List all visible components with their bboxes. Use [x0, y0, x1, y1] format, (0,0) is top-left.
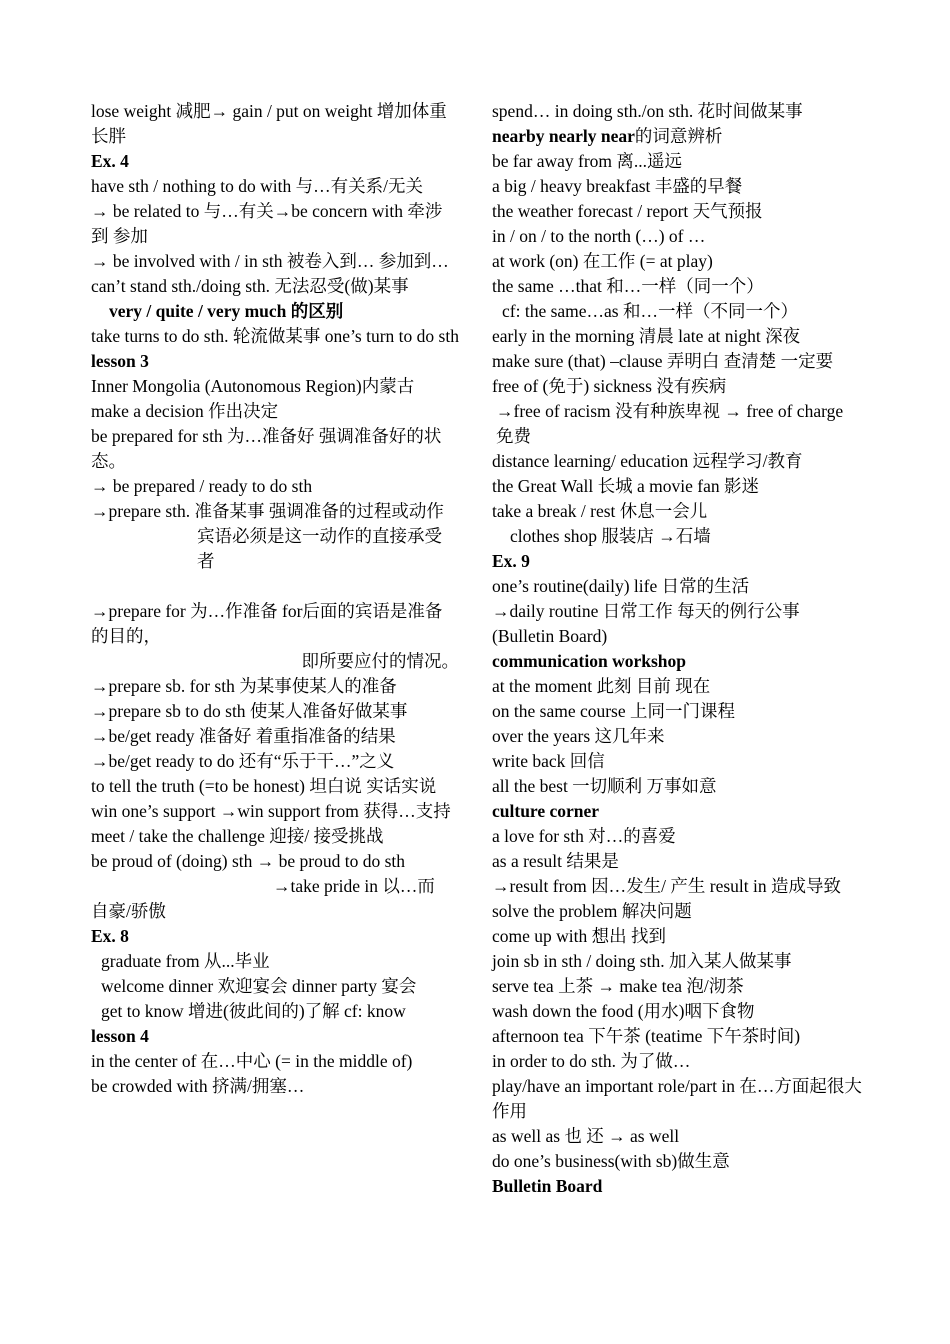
text-line: be prepared for sth 为…准备好 强调准备好的状态。: [91, 426, 442, 471]
text-line: as a result 结果是: [492, 851, 619, 871]
text-line: lose weight 减肥→ gain / put on weight 增加体重 长胖: [91, 101, 447, 146]
bold-term: nearby nearly near: [492, 126, 635, 146]
text-line: (Bulletin Board): [492, 626, 608, 646]
text-line-bold: very / quite / very much 的区别: [109, 301, 344, 321]
text-line: do one’s business(with sb)做生意: [492, 1151, 730, 1171]
text-line: the same …that 和…一样（同一个）: [492, 276, 764, 296]
text-line: as well as 也 还 → as well: [492, 1126, 680, 1146]
text-line: come up with 想出 找到: [492, 926, 667, 946]
text-line: write back 回信: [492, 751, 605, 771]
text-line: spend… in doing sth./on sth. 花时间做某事: [492, 101, 803, 121]
text-line: on the same course 上同一门课程: [492, 701, 736, 721]
text-line: 宾语必须是这一动作的直接承受者: [197, 526, 442, 571]
text-line: solve the problem 解决问题: [492, 901, 692, 921]
text-line: graduate from 从...毕业: [101, 951, 270, 971]
text-line: →daily routine 日常工作 每天的例行公事: [492, 601, 800, 621]
text-line: 即所要应付的情况。: [301, 651, 459, 671]
text-line: →take pride in 以…而: [273, 876, 435, 896]
section-heading: Ex. 8: [91, 926, 129, 946]
text-line: can’t stand sth./doing sth. 无法忍受(做)某事: [91, 276, 409, 296]
text-line: serve tea 上茶 → make tea 泡/沏茶: [492, 976, 744, 996]
text-line: free of (免于) sickness 没有疾病: [492, 376, 727, 396]
text-line: to tell the truth (=to be honest) 坦白说 实话实说: [91, 776, 437, 796]
text-line: →free of racism 没有种族卑视 → free of charge 免费: [496, 401, 844, 446]
section-heading: Bulletin Board: [492, 1176, 603, 1196]
text-line: one’s routine(daily) life 日常的生活: [492, 576, 750, 596]
text-line: make sure (that) –clause 弄明白 查清楚 一定要: [492, 351, 834, 371]
text-line: a big / heavy breakfast 丰盛的早餐: [492, 176, 743, 196]
text-line: all the best 一切顺利 万事如意: [492, 776, 717, 796]
text-line: meet / take the challenge 迎接/ 接受挑战: [91, 826, 384, 846]
text-line: take turns to do sth. 轮流做某事 one’s turn to do sth: [91, 326, 459, 346]
text-line: be crowded with 挤满/拥塞…: [91, 1076, 305, 1096]
text-line: →result from 因…发生/ 产生 result in 造成导致: [492, 876, 841, 896]
text-line: play/have an important role/part in 在…方面起很大作用: [492, 1076, 862, 1121]
text-line: be far away from 离...遥远: [492, 151, 683, 171]
text-line: win one’s support →win support from 获得…支持: [91, 801, 451, 821]
section-heading: communication workshop: [492, 651, 686, 671]
text-line: make a decision 作出决定: [91, 401, 279, 421]
section-heading: culture corner: [492, 801, 600, 821]
text-line: →prepare sth. 准备某事 强调准备的过程或动作: [91, 501, 444, 521]
section-heading: Ex. 9: [492, 551, 530, 571]
text-line: take a break / rest 休息一会儿: [492, 501, 708, 521]
blank-line: [91, 574, 459, 599]
text-line: afternoon tea 下午茶 (teatime 下午茶时间): [492, 1026, 801, 1046]
text-line: in order to do sth. 为了做…: [492, 1051, 691, 1071]
text-line: have sth / nothing to do with 与…有关系/无关: [91, 176, 424, 196]
text-line: wash down the food (用水)咽下食物: [492, 1001, 755, 1021]
text-line: 自豪/骄傲: [91, 901, 166, 921]
text-line: get to know 增进(彼此间的)了解 cf: know: [101, 1001, 406, 1021]
text-line: over the years 这几年来: [492, 726, 665, 746]
text-line: →prepare for 为…作准备 for后面的宾语是准备的目的，: [91, 601, 443, 646]
section-heading: lesson 4: [91, 1026, 149, 1046]
text-line: →be/get ready 准备好 着重指准备的结果: [91, 726, 396, 746]
section-heading: Ex. 4: [91, 151, 129, 171]
text-line: at work (on) 在工作 (= at play): [492, 251, 713, 271]
text-line: the weather forecast / report 天气预报: [492, 201, 763, 221]
text-line: in the center of 在…中心 (= in the middle of): [91, 1051, 413, 1071]
text-line: →be/get ready to do 还有“乐于干…”之义: [91, 751, 395, 771]
text-line: early in the morning 清晨 late at night 深夜: [492, 326, 801, 346]
text-line: cf: the same…as 和…一样（不同一个）: [502, 301, 798, 321]
text-line: distance learning/ education 远程学习/教育: [492, 451, 803, 471]
text-line: → be involved with / in sth 被卷入到… 参加到…: [91, 251, 449, 271]
section-heading: lesson 3: [91, 351, 149, 371]
text-line: →prepare sb to do sth 使某人准备好做某事: [91, 701, 408, 721]
right-column: [492, 99, 864, 1199]
text-line: a love for sth 对…的喜爱: [492, 826, 676, 846]
text-fragment: 的词意辨析: [634, 126, 723, 146]
text-line: join sb in sth / doing sth. 加入某人做某事: [492, 951, 792, 971]
text-line: →prepare sb. for sth 为某事使某人的准备: [91, 676, 397, 696]
text-line: at the moment 此刻 目前 现在: [492, 676, 711, 696]
text-line: welcome dinner 欢迎宴会 dinner party 宴会: [101, 976, 417, 996]
text-line: Inner Mongolia (Autonomous Region)内蒙古: [91, 376, 415, 396]
left-column: [91, 99, 459, 1099]
text-line: in / on / to the north (…) of …: [492, 226, 706, 246]
text-line: → be related to 与…有关→be concern with 牵涉到 参加: [91, 201, 443, 246]
text-line: be proud of (doing) sth → be proud to do sth: [91, 851, 405, 871]
text-line: the Great Wall 长城 a movie fan 影迷: [492, 476, 760, 496]
text-line: clothes shop 服装店 →石墙: [510, 526, 711, 546]
text-line: [492, 124, 864, 149]
text-line: → be prepared / ready to do sth: [91, 476, 313, 496]
